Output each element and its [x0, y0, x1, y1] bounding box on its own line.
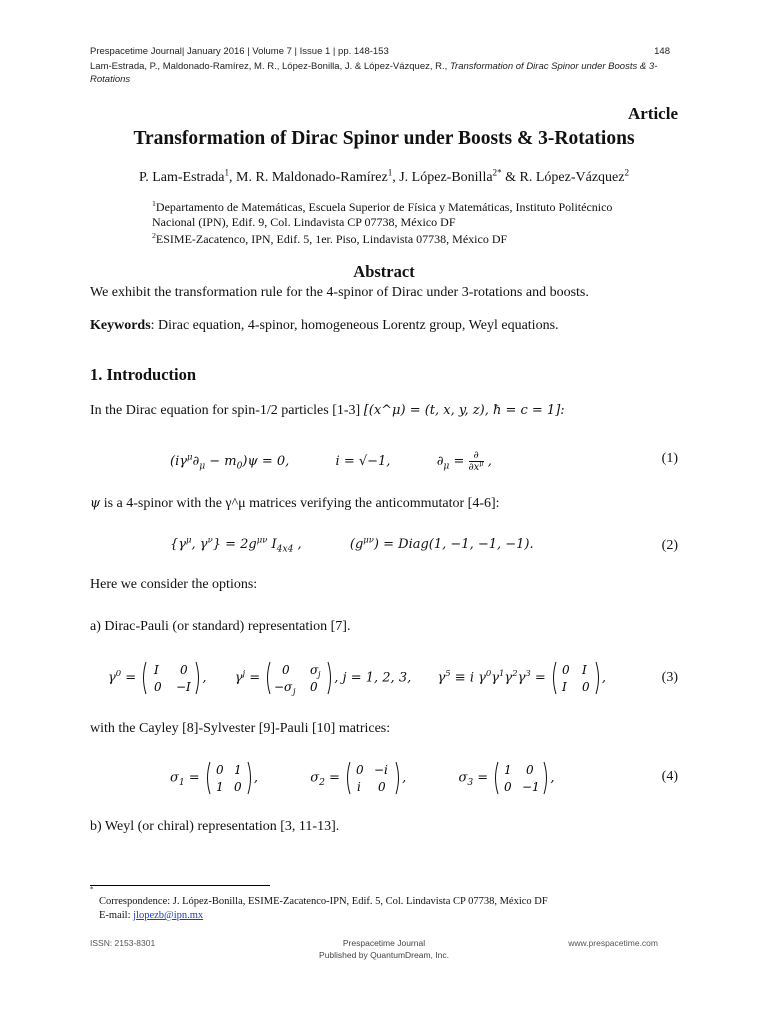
- svg-text:0: 0: [154, 680, 162, 694]
- svg-text:0: 0: [561, 663, 570, 677]
- matrix-gamma5: [550, 660, 602, 696]
- svg-text:0: 0: [526, 763, 534, 777]
- author-list: [0, 167, 768, 186]
- footer-website[interactable]: www.prespacetime.com: [568, 938, 658, 948]
- author-mark: 2: [624, 167, 630, 178]
- svg-text:−σ: −σ: [274, 680, 293, 694]
- affiliation-1: [152, 200, 652, 230]
- journal-line: Prespacetime Journal| January 2016 | Volume 7 | Issue 1 | pp. 148-153: [90, 46, 389, 57]
- footnote-rule: [90, 885, 270, 886]
- citation-line: [90, 60, 685, 86]
- page-number: 148: [654, 46, 670, 57]
- equation-number: (3): [661, 670, 678, 685]
- equation-1: $(i\gamma^\mu\partial_\mu - m_0)\psi = 0$, i = √−1, $\partial_\mu$ = ∂ $\partial x^\mu$ ,: [170, 450, 492, 473]
- keywords: [90, 318, 559, 334]
- equation-2: {$\gamma^\mu$, $\gamma^\nu\} = 2g^{\mu\nu}$ $I_{4x4}$ , $(g^{\mu\nu})$ = Diag(1, −1, −1, −1).: [170, 534, 534, 555]
- svg-text:−1: −1: [522, 780, 541, 794]
- matrix-gammaj: [264, 660, 334, 696]
- matrix-sigma3: [492, 760, 550, 796]
- svg-text:0: 0: [504, 780, 512, 794]
- author-mark: 1: [387, 167, 393, 178]
- svg-text:σ: σ: [310, 663, 319, 677]
- author-separator: ,: [392, 170, 400, 185]
- svg-text:0: 0: [215, 763, 224, 777]
- paragraph-dirac-pauli: a) Dirac-Pauli (or standard) representation [7].: [90, 619, 351, 634]
- svg-text:0: 0: [356, 763, 364, 777]
- psi-symbol: ψ: [90, 496, 101, 511]
- svg-text:0: 0: [581, 680, 590, 694]
- footer-journal: Prespacetime Journal: [342, 938, 426, 948]
- svg-text:I: I: [581, 663, 587, 677]
- matrix-sigma2: [344, 760, 402, 796]
- affiliation-text: Departamento de Matemáticas, Escuela Superior de Física y Matemáticas, Instituto Politécnico Nacional (IPN), Edif. 9, Col. Lindavista CP 07738, México DF: [152, 200, 613, 229]
- paragraph-spinor: [90, 496, 500, 512]
- equation-3: $\gamma^0$ = I 0 0 −I , $\gamma^j$ = 0 σ j −σ j 0 , j = 1, 2, 3, $\gamma^5 \equiv i$ $\gamma^0\gamma^1\gamma^2\gamma^3$ = 0 I I 0 ,: [108, 660, 606, 696]
- abstract-text: We exhibit the transformation rule for the 4-spinor of Dirac under 3-rotations and boosts.: [90, 285, 589, 300]
- matrix-gamma0: [140, 660, 202, 696]
- equation-number: (2): [661, 538, 678, 553]
- journal-header: [90, 45, 670, 58]
- svg-text:I: I: [154, 663, 160, 677]
- svg-text:0: 0: [233, 780, 242, 794]
- svg-text:1: 1: [215, 780, 224, 794]
- intro-paragraph: [90, 403, 565, 419]
- intro-math: [(x^μ) = (t, x, y, z), ħ = c = 1]:: [363, 403, 565, 418]
- footnote: [90, 888, 93, 899]
- paragraph-options: Here we consider the options:: [90, 577, 258, 592]
- keywords-label: Keywords: [90, 318, 151, 333]
- footnote-marker: *: [90, 886, 94, 894]
- author-separator: &: [501, 170, 520, 185]
- svg-text:−I: −I: [176, 680, 192, 694]
- equation-4: $\sigma_1$ = 0 1 1 0 , $\sigma_2$ = 0 −i i 0 , $\sigma_3$ = 1 0 0 −1 ,: [170, 760, 554, 796]
- abstract-heading: Abstract: [353, 262, 415, 281]
- paragraph-pauli: with the Cayley [8]-Sylvester [9]-Pauli [10] matrices:: [90, 721, 391, 736]
- affiliation-mark: 2: [152, 231, 156, 240]
- eq3-j-range: , j = 1, 2, 3,: [334, 670, 412, 686]
- author-mark: 1: [224, 167, 230, 178]
- equation-number: (4): [661, 769, 678, 784]
- svg-text:−i: −i: [374, 763, 388, 777]
- svg-text:i: i: [357, 780, 361, 794]
- author-name: R. López-Vázquez: [519, 170, 625, 185]
- author-mark: 2*: [492, 167, 502, 178]
- keywords-text: : Dirac equation, 4-spinor, homogeneous Lorentz group, Weyl equations.: [150, 318, 559, 333]
- email-label: E-mail:: [99, 910, 134, 921]
- citation-title: Transformation of Dirac Spinor under Boosts & 3-Rotations: [90, 61, 658, 85]
- paper-title: Transformation of Dirac Spinor under Boosts & 3-Rotations: [133, 128, 635, 149]
- footnote-text: Correspondence: J. López-Bonilla, ESIME-Zacatenco-IPN, Edif. 5, Col. Lindavista CP 07738, México DF: [99, 896, 548, 907]
- intro-text: In the Dirac equation for spin-1/2 particles [1-3]: [90, 403, 364, 418]
- author-name: J. López-Bonilla: [399, 170, 493, 185]
- svg-text:1: 1: [504, 763, 512, 777]
- section-heading: 1. Introduction: [90, 365, 197, 384]
- author-name: M. R. Maldonado-Ramírez: [236, 170, 388, 185]
- affiliation-text: ESIME-Zacatenco, IPN, Edif. 5, 1er. Piso, Lindavista 07738, México DF: [155, 232, 508, 246]
- affiliation-mark: 1: [152, 199, 156, 208]
- citation-authors: Lam-Estrada, P., Maldonado-Ramírez, M. R., López-Bonilla, J. & López-Vázquez, R.,: [90, 61, 450, 72]
- paragraph-weyl: b) Weyl (or chiral) representation [3, 11-13].: [90, 819, 340, 834]
- svg-text:0: 0: [378, 780, 386, 794]
- footnote-email-line: [99, 910, 203, 921]
- author-name: P. Lam-Estrada: [138, 170, 225, 185]
- svg-text:0: 0: [310, 680, 318, 694]
- author-separator: ,: [229, 170, 237, 185]
- matrix-sigma1: [204, 760, 254, 796]
- footer-issn: ISSN: 2153-8301: [90, 938, 156, 948]
- svg-text:0: 0: [180, 663, 188, 677]
- email-link[interactable]: jlopezb@ipn.mx: [133, 910, 204, 921]
- svg-text:I: I: [561, 680, 567, 694]
- svg-text:j: j: [318, 670, 321, 679]
- article-type-label: Article: [627, 104, 678, 123]
- footer-publisher: Published by QuantumDream, Inc.: [319, 950, 449, 960]
- svg-text:0: 0: [282, 663, 290, 677]
- svg-text:1: 1: [233, 763, 242, 777]
- equation-number: (1): [661, 451, 678, 466]
- affiliation-2: [152, 232, 652, 247]
- paragraph-text: is a 4-spinor with the γ^μ matrices verifying the anticommutator [4-6]:: [100, 496, 500, 511]
- svg-text:j: j: [293, 687, 296, 696]
